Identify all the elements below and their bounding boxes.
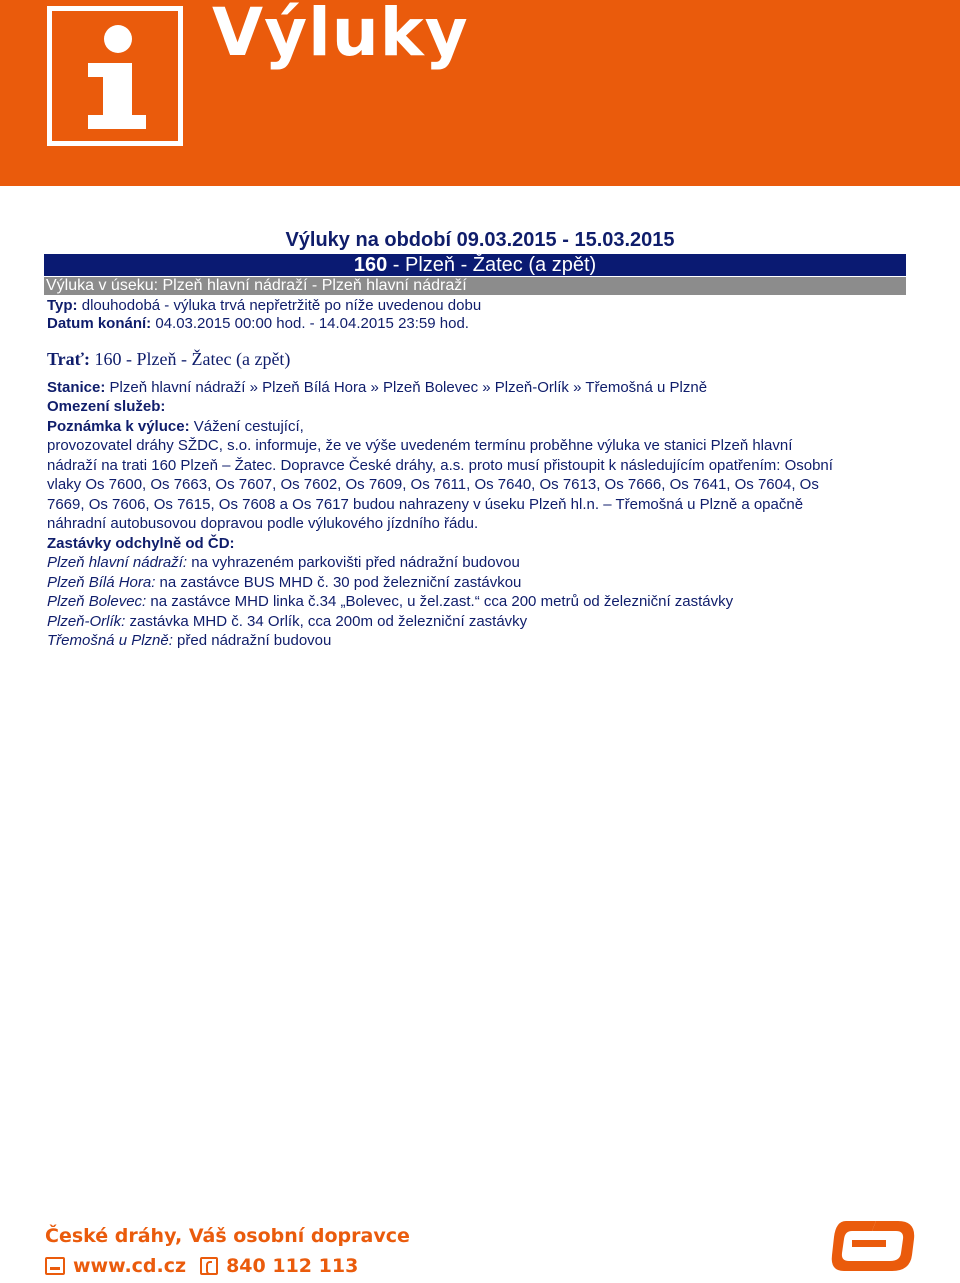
note-row: [47, 417, 907, 437]
paragraph-line: náhradní autobusovou dopravou podle výlukového jízdního řádu.: [47, 515, 479, 532]
cd-logo: [830, 1215, 916, 1277]
paragraph-line: provozovatel dráhy SŽDC, s.o. informuje, že ve výše uvedeném termínu proběhne výluka ve stanici Plzeň hlavní: [47, 437, 793, 454]
phone-number: 840 112 113: [226, 1255, 359, 1277]
stop-desc: zastávka MHD č. 34 Orlík, cca 200m od železniční zastávky: [125, 612, 528, 630]
stations-value: Plzeň hlavní nádraží » Plzeň Bílá Hora » Plzeň Bolevec » Plzeň-Orlík » Třemošná u Plzně: [105, 378, 708, 396]
detail-content: [47, 350, 907, 651]
type-value: dlouhodobá - výluka trvá nepřetržitě po níže uvedenou dobu: [77, 297, 482, 314]
web-link[interactable]: www.cd.cz: [73, 1255, 187, 1277]
date-row: [47, 315, 469, 333]
phone-icon: [200, 1257, 218, 1275]
stop-desc: na zastávce MHD linka č.34 „Bolevec, u žel.zast.“ cca 200 metrů od železniční zastávky: [146, 593, 734, 610]
stop-name: Plzeň Bílá Hora:: [47, 573, 156, 591]
stations-label: Stanice:: [47, 378, 106, 396]
line-name: - Plzeň - Žatec (a zpět): [387, 254, 597, 276]
stop-desc: na vyhrazeném parkovišti před nádražní budovou: [187, 554, 520, 571]
stop-row: [47, 553, 907, 573]
stop-desc: před nádražní budovou: [172, 632, 332, 649]
date-label: Datum konání:: [47, 315, 152, 332]
web-icon: [45, 1257, 65, 1275]
note-value: Vážení cestující,: [189, 417, 304, 435]
banner-title: Výluky: [212, 0, 469, 71]
info-icon: [47, 6, 183, 146]
footer-slogan: České dráhy, Váš osobní dopravce: [45, 1225, 410, 1247]
stop-row: [47, 592, 907, 612]
paragraph-line: 7669, Os 7606, Os 7615, Os 7608 a Os 7617 budou nahrazeny v úseku Plzeň hl.n. – Třemošná u Plzně a opačně: [47, 495, 804, 513]
type-row: [47, 297, 481, 315]
stop-desc: na zastávce BUS MHD č. 30 pod železniční zastávkou: [155, 573, 522, 591]
restrictions-label: Omezení služeb:: [47, 398, 166, 415]
paragraph-line: vlaky Os 7600, Os 7663, Os 7607, Os 7602, Os 7609, Os 7611, Os 7640, Os 7613, Os 7666, Os 7641, Os 7604, Os: [47, 476, 819, 493]
line-number: 160: [353, 254, 388, 276]
trat-value: 160 - Plzeň - Žatec (a zpět): [90, 349, 291, 369]
stop-name: Plzeň-Orlík:: [47, 612, 126, 630]
line-bar: [44, 254, 906, 276]
trat-row: [47, 350, 907, 370]
date-value: 04.03.2015 00:00 hod. - 14.04.2015 23:59 hod.: [151, 315, 469, 332]
stop-name: Plzeň hlavní nádraží:: [47, 554, 188, 571]
note-label: Poznámka k výluce:: [47, 417, 190, 435]
footer-contacts: [45, 1255, 358, 1277]
stop-name: Třemošná u Plzně:: [47, 632, 173, 649]
type-label: Typ:: [47, 297, 78, 314]
stop-row: [47, 612, 907, 632]
stations-row: [47, 378, 907, 398]
section-bar: Výluka v úseku: Plzeň hlavní nádraží - Plzeň hlavní nádraží: [44, 277, 906, 295]
header-banner: [0, 0, 960, 186]
stops-label: Zastávky odchylně od ČD:: [47, 534, 235, 552]
paragraph-line: nádraží na trati 160 Plzeň – Žatec. Dopravce České dráhy, a.s. proto musí přistoupit k následujícím opatřením: Osobní: [47, 456, 833, 474]
stop-row: [47, 573, 907, 593]
stop-name: Plzeň Bolevec:: [47, 593, 147, 610]
trat-label: Trať:: [47, 349, 91, 369]
period-title: Výluky na období 09.03.2015 - 15.03.2015: [285, 229, 675, 251]
stop-row: [47, 631, 907, 651]
